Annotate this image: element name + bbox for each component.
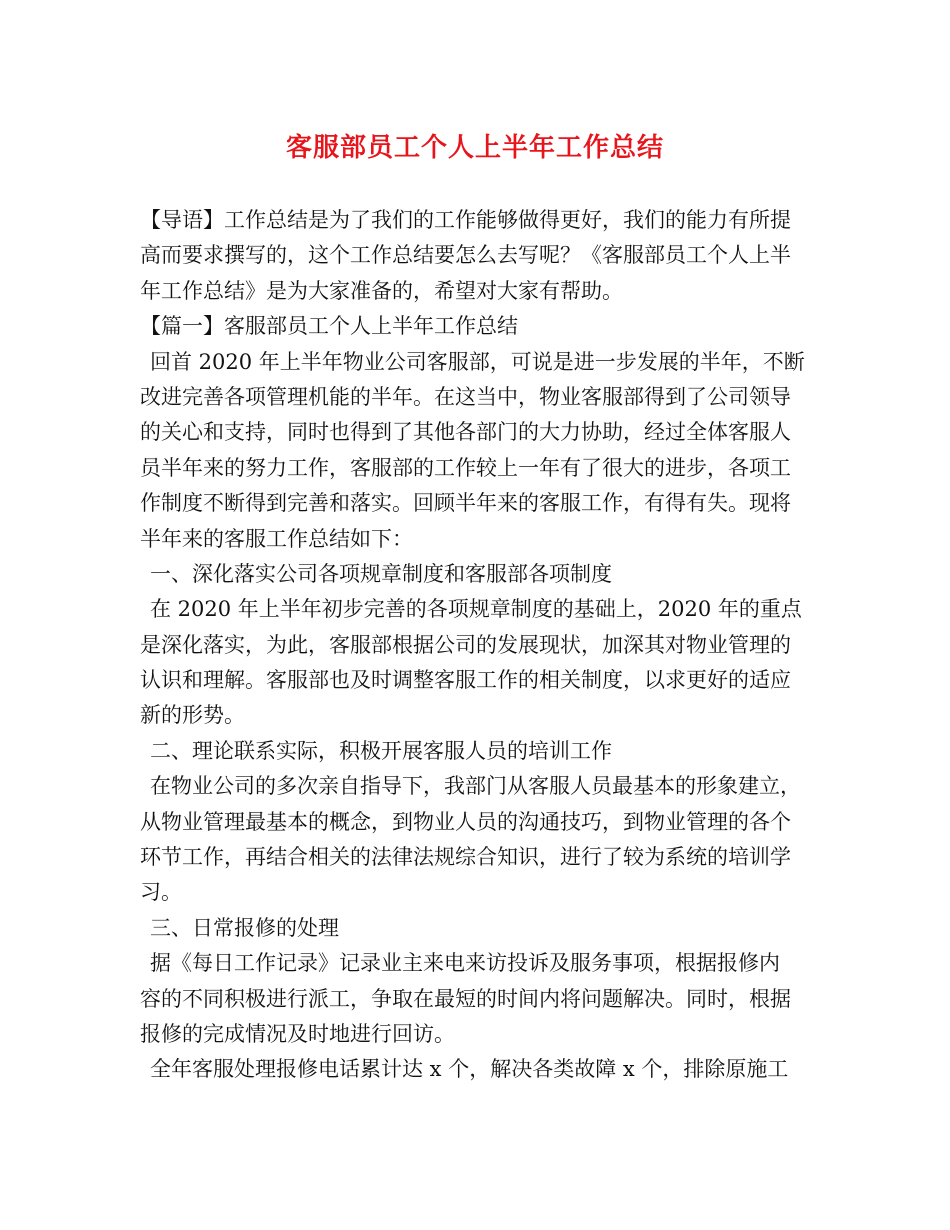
body-line: 报修的完成情况及时地进行回访。 bbox=[140, 1021, 455, 1046]
body-line: 的关心和支持，同时也得到了其他各部门的大力协助，经过全体客服人 bbox=[140, 420, 791, 445]
body-line: 在物业公司的多次亲自指导下，我部门从客服人员最基本的形象建立， bbox=[150, 774, 801, 799]
section-heading: 一、深化落实公司各项规章制度和客服部各项制度 bbox=[150, 561, 612, 586]
body-line: 习。 bbox=[140, 880, 182, 905]
body-line: 环节工作，再结合相关的法律法规综合知识，进行了较为系统的培训学 bbox=[140, 845, 791, 870]
body-line: 从物业管理最基本的概念，到物业人员的沟通技巧，到物业管理的各个 bbox=[140, 809, 791, 834]
body-line: 【导语】工作总结是为了我们的工作能够做得更好，我们的能力有所提 bbox=[140, 208, 791, 232]
body-line: 高而要求撰写的，这个工作总结要怎么去写呢？《客服部员工个人上半 bbox=[140, 243, 791, 268]
body-line: 在 2020 年上半年初步完善的各项规章制度的基础上，2020 年的重点 bbox=[150, 597, 802, 622]
section-heading: 三、日常报修的处理 bbox=[150, 915, 339, 940]
body-line: 改进完善各项管理机能的半年。在这当中，物业客服部得到了公司领导 bbox=[140, 384, 791, 409]
body-line: 认识和理解。客服部也及时调整客服工作的相关制度，以求更好的适应 bbox=[140, 668, 791, 693]
document-title: 客服部员工个人上半年工作总结 bbox=[285, 133, 664, 163]
section-heading: 【篇一】客服部员工个人上半年工作总结 bbox=[140, 314, 518, 339]
body-line: 是深化落实，为此，客服部根据公司的发展现状，加深其对物业管理的 bbox=[140, 632, 791, 657]
body-line: 年工作总结》是为大家准备的，希望对大家有帮助。 bbox=[140, 278, 623, 303]
body-line: 回首 2020 年上半年物业公司客服部，可说是进一步发展的半年，不断 bbox=[150, 349, 805, 374]
body-line: 员半年来的努力工作，客服部的工作较上一年有了很大的进步，各项工 bbox=[140, 455, 791, 480]
body-line: 容的不同积极进行派工，争取在最短的时间内将问题解决。同时，根据 bbox=[140, 986, 791, 1011]
body-line: 据《每日工作记录》记录业主来电来访投诉及服务事项，根据报修内 bbox=[150, 951, 780, 976]
document-body bbox=[140, 203, 820, 1088]
body-line: 全年客服处理报修电话累计达 x 个，解决各类故障 x 个，排除原施工 bbox=[150, 1057, 789, 1082]
body-line: 作制度不断得到完善和落实。回顾半年来的客服工作，有得有失。现将 bbox=[140, 491, 791, 516]
body-line: 新的形势。 bbox=[140, 703, 245, 728]
body-line: 半年来的客服工作总结如下： bbox=[140, 526, 413, 551]
section-heading: 二、理论联系实际，积极开展客服人员的培训工作 bbox=[150, 738, 612, 763]
